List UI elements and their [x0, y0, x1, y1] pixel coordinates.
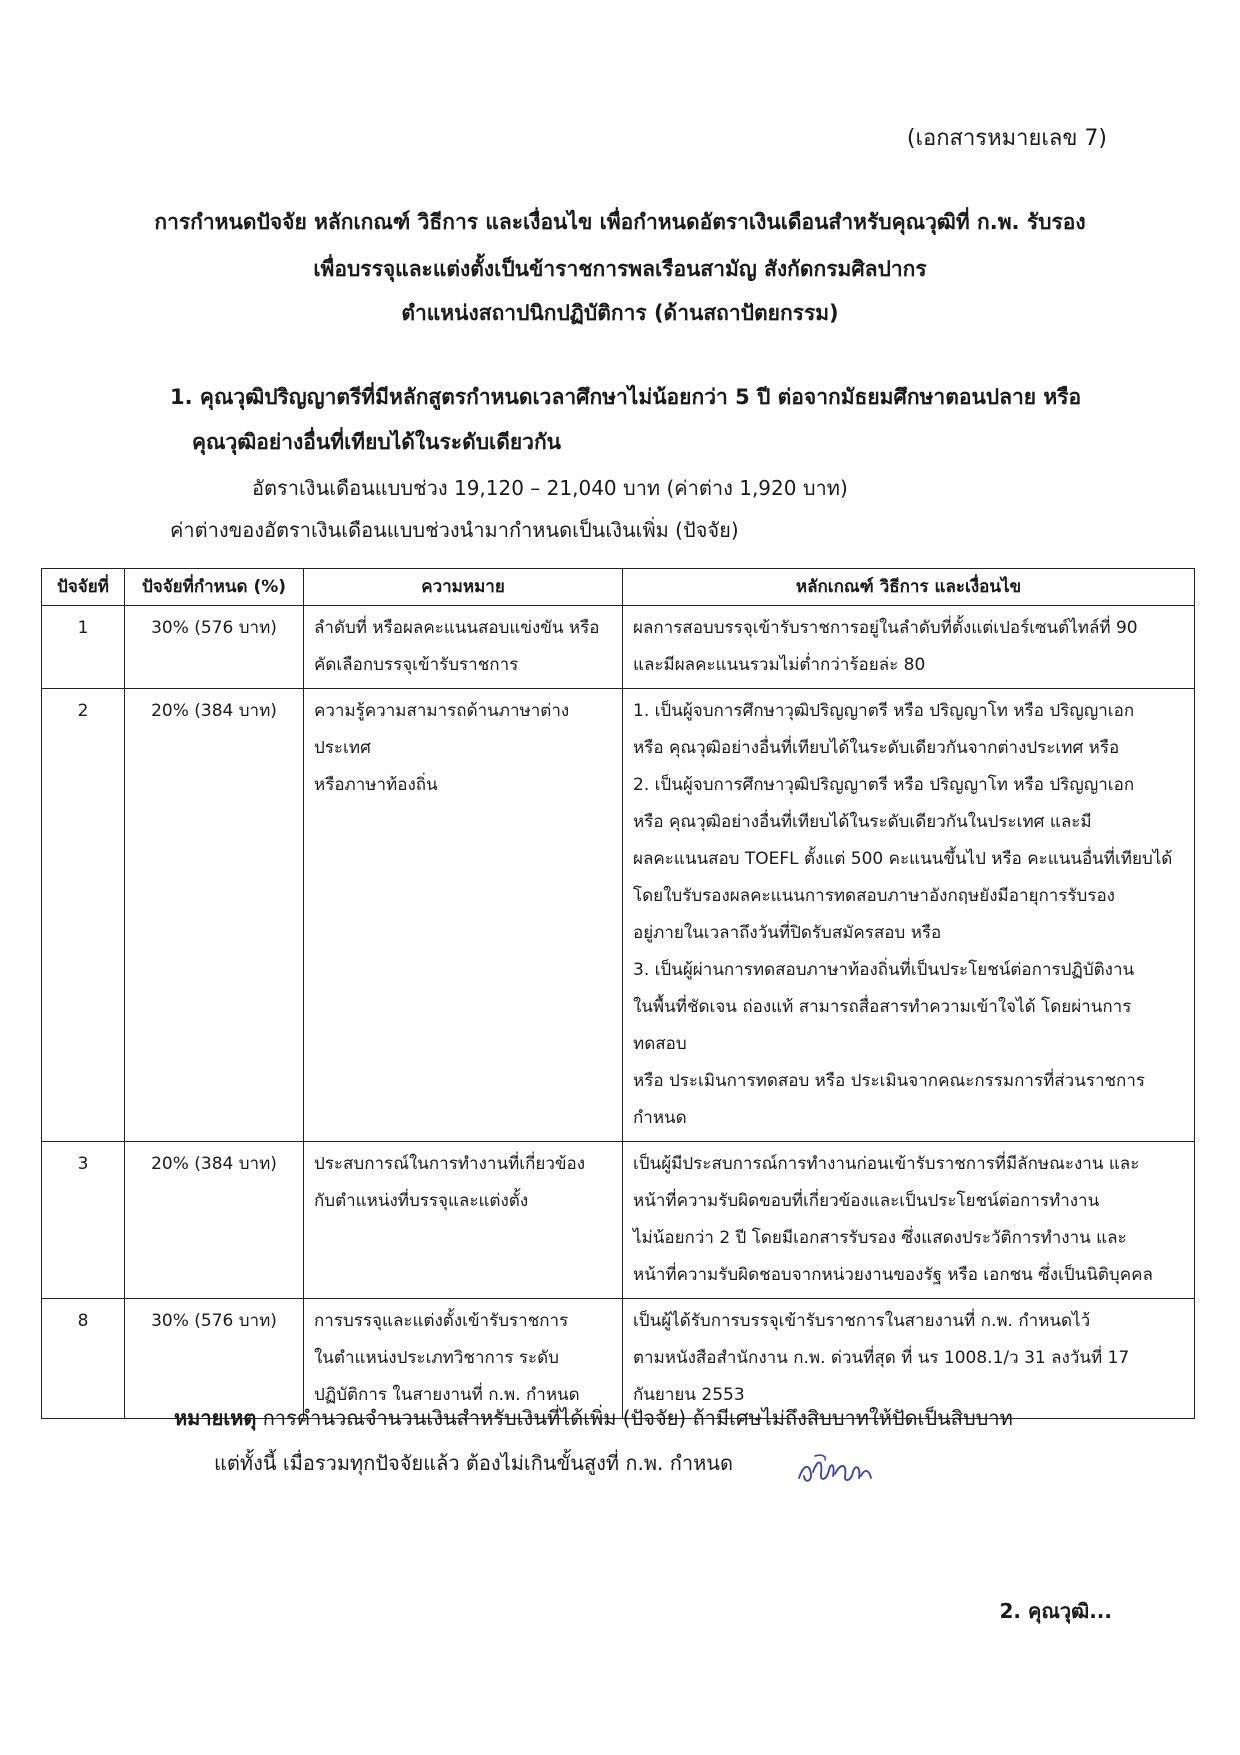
salary-range: อัตราเงินเดือนแบบช่วง 19,120 – 21,040 บาท (ค่าต่าง 1,920 บาท) — [252, 476, 848, 500]
header-criteria: หลักเกณฑ์ วิธีการ และเงื่อนไข — [623, 569, 1195, 606]
cell-factor-no: 3 — [42, 1142, 125, 1299]
cell-criteria: เป็นผู้ได้รับการบรรจุเข้ารับราชการในสายงานที่ ก.พ. กำหนดไว้ ตามหนังสือสำนักงาน ก.พ. ด่วนที่สุด ที่ นร 1008.1/ว 31 ลงวันที่ 17 กันยายน 2553 — [623, 1299, 1195, 1419]
cell-meaning: ลำดับที่ หรือผลคะแนนสอบแข่งขัน หรือ คัดเลือกบรรจุเข้ารับราชการ — [304, 606, 623, 689]
cell-factor-no: 2 — [42, 689, 125, 1142]
title-line-1: การกำหนดปัจจัย หลักเกณฑ์ วิธีการ และเงื่อนไข เพื่อกำหนดอัตราเงินเดือนสำหรับคุณวุฒิที่ ก.พ. รับรอง — [154, 210, 1086, 234]
header-factor-percent: ปัจจัยที่กำหนด (%) — [125, 569, 304, 606]
factors-table — [41, 568, 1195, 1419]
note-line-2: แต่ทั้งนี้ เมื่อรวมทุกปัจจัยแล้ว ต้องไม่เกินขั้นสูงที่ ก.พ. กำหนด — [214, 1451, 733, 1475]
note-label: หมายเหตุ — [174, 1406, 257, 1430]
cell-factor-percent: 20% (384 บาท) — [125, 1142, 304, 1299]
note-line-1 — [174, 1402, 1013, 1434]
title-line-3: ตำแหน่งสถาปนิกปฏิบัติการ (ด้านสถาปัตยกรรม) — [401, 301, 839, 325]
cell-factor-percent: 30% (576 บาท) — [125, 1299, 304, 1419]
document-number: (เอกสารหมายเลข 7) — [906, 126, 1107, 151]
cell-factor-no: 1 — [42, 606, 125, 689]
header-meaning: ความหมาย — [304, 569, 623, 606]
cell-meaning: ประสบการณ์ในการทำงานที่เกี่ยวข้อง กับตำแหน่งที่บรรจุและแต่งตั้ง — [304, 1142, 623, 1299]
section-heading-line-1: 1. คุณวุฒิปริญญาตรีที่มีหลักสูตรกำหนดเวลาศึกษาไม่น้อยกว่า 5 ปี ต่อจากมัธยมศึกษาตอนปลาย หรือ — [170, 385, 1082, 409]
cell-meaning: ความรู้ความสามารถด้านภาษาต่างประเทศ หรือภาษาท้องถิ่น — [304, 689, 623, 1142]
cell-criteria: ผลการสอบบรรจุเข้ารับราชการอยู่ในลำดับที่ตั้งแต่เปอร์เซนต์ไทล์ที่ 90 และมีผลคะแนนรวมไม่ต่ำกว่าร้อยล่ะ 80 — [623, 606, 1195, 689]
handwritten-initials-signature — [795, 1448, 875, 1492]
title-line-2: เพื่อบรรจุและแต่งตั้งเป็นข้าราชการพลเรือนสามัญ สังกัดกรมศิลปากร — [313, 257, 927, 281]
note-text-1: การคำนวณจำนวนเงินสำหรับเงินที่ได้เพิ่ม (ปัจจัย) ถ้ามีเศษไม่ถึงสิบบาทให้ปัดเป็นสิบบาท — [262, 1406, 1013, 1430]
table-row — [42, 1299, 1195, 1419]
table-row — [42, 606, 1195, 689]
difference-note: ค่าต่างของอัตราเงินเดือนแบบช่วงนำมากำหนดเป็นเงินเพิ่ม (ปัจจัย) — [170, 518, 739, 542]
table-row — [42, 689, 1195, 1142]
table-header-row — [42, 569, 1195, 606]
cell-criteria: เป็นผู้มีประสบการณ์การทำงานก่อนเข้ารับราชการที่มีลักษณะงาน และ หน้าที่ความรับผิดขอบที่เกี่ยวข้องและเป็นประโยชน์ต่อการทำงาน ไม่น้อยกว่า 2 ปี โดยมีเอกสารรับรอง ซึ่งแสดงประวัติการทำงาน และ หน้าที่ความรับผิดชอบจากหน่วยงานของรัฐ หรือ เอกชน ซึ่งเป็นนิติบุคคล — [623, 1142, 1195, 1299]
header-factor-no: ปัจจัยที่ — [42, 569, 125, 606]
cell-factor-no: 8 — [42, 1299, 125, 1419]
cell-meaning: การบรรจุและแต่งตั้งเข้ารับราชการ ในตำแหน่งประเภทวิชาการ ระดับ ปฏิบัติการ ในสายงานที่ ก.พ. กำหนด — [304, 1299, 623, 1419]
cell-factor-percent: 20% (384 บาท) — [125, 689, 304, 1142]
cell-criteria: 1. เป็นผู้จบการศึกษาวุฒิปริญญาตรี หรือ ปริญญาโท หรือ ปริญญาเอก หรือ คุณวุฒิอย่างอื่นที่เทียบได้ในระดับเดียวกันจากต่างประเทศ หรือ 2. เป็นผู้จบการศึกษาวุฒิปริญญาตรี หรือ ปริญญาโท หรือ ปริญญาเอก หรือ คุณวุฒิอย่างอื่นที่เทียบได้ในระดับเดียวกันในประเทศ และมี ผลคะแนนสอบ TOEFL ตั้งแต่ 500 คะแนนขึ้นไป หรือ คะแนนอื่นที่เทียบได้ โดยใบรับรองผลคะแนนการทดสอบภาษาอังกฤษยังมีอายุการรับรอง อยู่ภายในเวลาถึงวันที่ปิดรับสมัครสอบ หรือ 3. เป็นผู้ผ่านการทดสอบภาษาท้องถิ่นที่เป็นประโยชน์ต่อการปฏิบัติงาน ในพื้นที่ชัดเจน ถ่องแท้ สามารถสื่อสารทำความเข้าใจได้ โดยผ่านการทดสอบ หรือ ประเมินการทดสอบ หรือ ประเมินจากคณะกรรมการที่ส่วนราชการ กำหนด — [623, 689, 1195, 1142]
table-row — [42, 1142, 1195, 1299]
continuation-marker: 2. คุณวุฒิ... — [999, 1599, 1112, 1623]
section-heading-line-2: คุณวุฒิอย่างอื่นที่เทียบได้ในระดับเดียวกัน — [192, 430, 562, 454]
cell-factor-percent: 30% (576 บาท) — [125, 606, 304, 689]
